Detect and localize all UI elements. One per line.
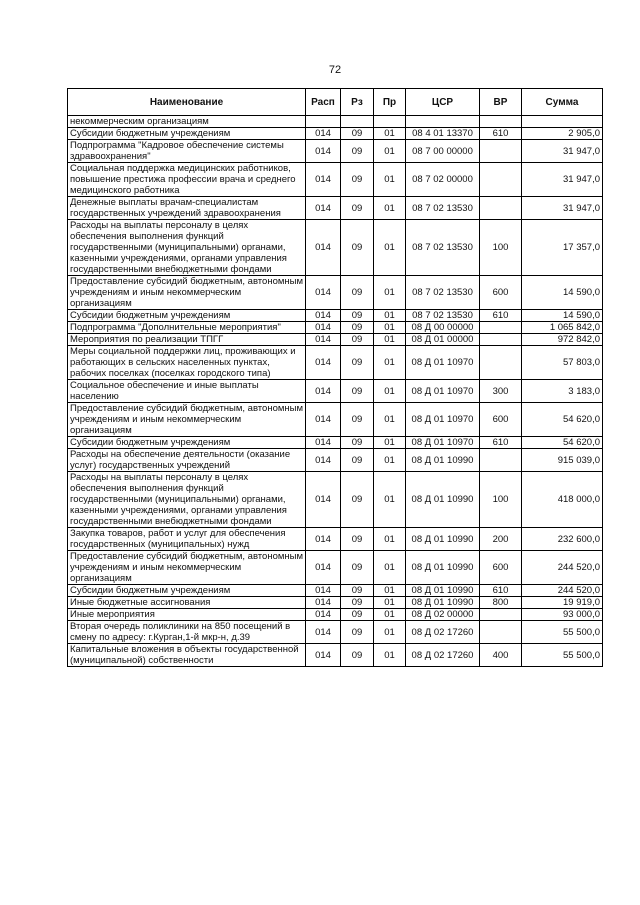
cell-vr: 800 xyxy=(480,597,522,609)
table-row xyxy=(68,163,603,197)
cell-vr: 610 xyxy=(480,585,522,597)
cell-pr: 01 xyxy=(374,449,406,472)
header-name: Наименование xyxy=(68,89,306,116)
table-row xyxy=(68,551,603,585)
cell-sum: 244 520,0 xyxy=(522,551,603,585)
cell-rz: 09 xyxy=(341,346,374,380)
cell-name: Закупка товаров, работ и услуг для обеспечения государственных (муниципальных) нужд xyxy=(68,528,306,551)
cell-rasp: 014 xyxy=(306,437,341,449)
cell-sum: 2 905,0 xyxy=(522,128,603,140)
table-row xyxy=(68,310,603,322)
cell-sum: 915 039,0 xyxy=(522,449,603,472)
cell-sum: 232 600,0 xyxy=(522,528,603,551)
table-row xyxy=(68,585,603,597)
cell-rasp: 014 xyxy=(306,403,341,437)
cell-name: Подпрограмма "Кадровое обеспечение системы здравоохранения" xyxy=(68,140,306,163)
cell-vr xyxy=(480,609,522,621)
cell-sum: 93 000,0 xyxy=(522,609,603,621)
cell-pr: 01 xyxy=(374,334,406,346)
cell-csr: 08 Д 01 10970 xyxy=(406,346,480,380)
cell-rasp: 014 xyxy=(306,380,341,403)
cell-csr: 08 Д 00 00000 xyxy=(406,322,480,334)
cell-rz: 09 xyxy=(341,128,374,140)
table-row xyxy=(68,140,603,163)
cell-vr xyxy=(480,163,522,197)
cell-name: некоммерческим организациям xyxy=(68,116,306,128)
cell-csr: 08 7 02 13530 xyxy=(406,197,480,220)
cell-name: Расходы на выплаты персоналу в целях обеспечения выполнения функций государственными (муниципальными) органами, казенными учреждениями, органами управления государственными внебюджетными фондами xyxy=(68,472,306,528)
table-header-row xyxy=(68,89,603,116)
cell-rz xyxy=(341,116,374,128)
cell-rz: 09 xyxy=(341,334,374,346)
cell-sum: 1 065 842,0 xyxy=(522,322,603,334)
cell-csr: 08 Д 01 10990 xyxy=(406,472,480,528)
table-row xyxy=(68,128,603,140)
cell-pr: 01 xyxy=(374,403,406,437)
cell-rasp: 014 xyxy=(306,644,341,667)
cell-vr xyxy=(480,116,522,128)
cell-sum: 31 947,0 xyxy=(522,163,603,197)
table-row xyxy=(68,346,603,380)
cell-name: Социальное обеспечение и иные выплаты населению xyxy=(68,380,306,403)
cell-rz: 09 xyxy=(341,644,374,667)
cell-sum: 31 947,0 xyxy=(522,197,603,220)
table-row xyxy=(68,621,603,644)
cell-csr: 08 Д 01 10990 xyxy=(406,551,480,585)
cell-vr: 200 xyxy=(480,528,522,551)
cell-vr: 100 xyxy=(480,220,522,276)
cell-pr: 01 xyxy=(374,472,406,528)
cell-csr: 08 Д 01 10990 xyxy=(406,597,480,609)
cell-csr: 08 Д 01 10990 xyxy=(406,528,480,551)
cell-vr: 610 xyxy=(480,310,522,322)
cell-name: Мероприятия по реализации ТПГГ xyxy=(68,334,306,346)
cell-pr: 01 xyxy=(374,310,406,322)
cell-name: Субсидии бюджетным учреждениям xyxy=(68,585,306,597)
header-rasp: Расп xyxy=(306,89,341,116)
cell-pr: 01 xyxy=(374,346,406,380)
cell-pr: 01 xyxy=(374,128,406,140)
cell-rasp: 014 xyxy=(306,346,341,380)
cell-rz: 09 xyxy=(341,449,374,472)
cell-pr: 01 xyxy=(374,597,406,609)
cell-rasp: 014 xyxy=(306,197,341,220)
header-pr: Пр xyxy=(374,89,406,116)
cell-pr: 01 xyxy=(374,437,406,449)
table-row xyxy=(68,597,603,609)
cell-rasp: 014 xyxy=(306,140,341,163)
cell-vr: 600 xyxy=(480,403,522,437)
cell-rasp: 014 xyxy=(306,551,341,585)
cell-pr: 01 xyxy=(374,609,406,621)
table-row xyxy=(68,449,603,472)
cell-rz: 09 xyxy=(341,551,374,585)
cell-sum: 19 919,0 xyxy=(522,597,603,609)
cell-rasp: 014 xyxy=(306,276,341,310)
cell-vr: 600 xyxy=(480,276,522,310)
cell-rasp: 014 xyxy=(306,310,341,322)
cell-name: Иные бюджетные ассигнования xyxy=(68,597,306,609)
cell-vr xyxy=(480,197,522,220)
header-sum: Сумма xyxy=(522,89,603,116)
cell-name: Денежные выплаты врачам-специалистам государственных учреждений здравоохранения xyxy=(68,197,306,220)
cell-sum: 244 520,0 xyxy=(522,585,603,597)
cell-vr: 600 xyxy=(480,551,522,585)
cell-sum: 972 842,0 xyxy=(522,334,603,346)
budget-table xyxy=(67,88,603,667)
cell-name: Расходы на обеспечение деятельности (оказание услуг) государственных учреждений xyxy=(68,449,306,472)
cell-csr: 08 7 02 13530 xyxy=(406,276,480,310)
header-csr: ЦСР xyxy=(406,89,480,116)
cell-pr xyxy=(374,116,406,128)
cell-name: Предоставление субсидий бюджетным, автономным учреждениям и иным некоммерческим организациям xyxy=(68,403,306,437)
cell-rasp: 014 xyxy=(306,322,341,334)
cell-vr xyxy=(480,322,522,334)
cell-sum: 55 500,0 xyxy=(522,621,603,644)
cell-pr: 01 xyxy=(374,380,406,403)
cell-name: Иные мероприятия xyxy=(68,609,306,621)
cell-csr: 08 Д 01 10970 xyxy=(406,403,480,437)
cell-csr: 08 Д 02 17260 xyxy=(406,621,480,644)
cell-csr: 08 Д 01 10990 xyxy=(406,449,480,472)
cell-rasp: 014 xyxy=(306,163,341,197)
cell-csr: 08 Д 01 00000 xyxy=(406,334,480,346)
cell-rz: 09 xyxy=(341,276,374,310)
table-row xyxy=(68,116,603,128)
cell-name: Вторая очередь поликлиники на 850 посещений в смену по адресу: г.Курган,1-й мкр-н, д.39 xyxy=(68,621,306,644)
cell-rz: 09 xyxy=(341,585,374,597)
cell-vr: 100 xyxy=(480,472,522,528)
cell-name: Предоставление субсидий бюджетным, автономным учреждениям и иным некоммерческим организациям xyxy=(68,551,306,585)
cell-sum: 55 500,0 xyxy=(522,644,603,667)
cell-pr: 01 xyxy=(374,528,406,551)
table-row xyxy=(68,528,603,551)
cell-name: Субсидии бюджетным учреждениям xyxy=(68,128,306,140)
cell-pr: 01 xyxy=(374,585,406,597)
cell-sum: 31 947,0 xyxy=(522,140,603,163)
cell-rasp: 014 xyxy=(306,585,341,597)
cell-rz: 09 xyxy=(341,220,374,276)
cell-vr xyxy=(480,621,522,644)
cell-rasp: 014 xyxy=(306,220,341,276)
table-row xyxy=(68,220,603,276)
cell-rasp: 014 xyxy=(306,128,341,140)
cell-sum: 14 590,0 xyxy=(522,310,603,322)
cell-sum: 17 357,0 xyxy=(522,220,603,276)
cell-sum: 3 183,0 xyxy=(522,380,603,403)
cell-rz: 09 xyxy=(341,621,374,644)
cell-rasp: 014 xyxy=(306,528,341,551)
cell-csr xyxy=(406,116,480,128)
cell-rz: 09 xyxy=(341,197,374,220)
cell-sum: 54 620,0 xyxy=(522,437,603,449)
cell-vr: 610 xyxy=(480,128,522,140)
cell-name: Меры социальной поддержки лиц, проживающих и работающих в сельских населенных пунктах, рабочих поселках (поселках городского типа) xyxy=(68,346,306,380)
cell-rz: 09 xyxy=(341,609,374,621)
cell-rasp xyxy=(306,116,341,128)
cell-vr xyxy=(480,346,522,380)
cell-vr: 610 xyxy=(480,437,522,449)
cell-csr: 08 4 01 13370 xyxy=(406,128,480,140)
cell-rz: 09 xyxy=(341,322,374,334)
cell-csr: 08 Д 02 17260 xyxy=(406,644,480,667)
table-row xyxy=(68,276,603,310)
cell-rz: 09 xyxy=(341,310,374,322)
table-row xyxy=(68,609,603,621)
cell-rasp: 014 xyxy=(306,597,341,609)
cell-name: Субсидии бюджетным учреждениям xyxy=(68,437,306,449)
cell-vr xyxy=(480,140,522,163)
cell-vr: 400 xyxy=(480,644,522,667)
cell-csr: 08 Д 01 10970 xyxy=(406,380,480,403)
cell-rz: 09 xyxy=(341,472,374,528)
cell-rz: 09 xyxy=(341,403,374,437)
cell-name: Капитальные вложения в объекты государственной (муниципальной) собственности xyxy=(68,644,306,667)
cell-csr: 08 Д 01 10990 xyxy=(406,585,480,597)
header-rz: Рз xyxy=(341,89,374,116)
cell-name: Субсидии бюджетным учреждениям xyxy=(68,310,306,322)
cell-name: Социальная поддержка медицинских работников, повышение престижа профессии врача и среднего медицинского работника xyxy=(68,163,306,197)
cell-pr: 01 xyxy=(374,140,406,163)
cell-name: Расходы на выплаты персоналу в целях обеспечения выполнения функций государственными (муниципальными) органами, казенными учреждениями, органами управления государственными внебюджетными фондами xyxy=(68,220,306,276)
header-vr: ВР xyxy=(480,89,522,116)
cell-csr: 08 7 02 00000 xyxy=(406,163,480,197)
cell-rz: 09 xyxy=(341,380,374,403)
cell-pr: 01 xyxy=(374,163,406,197)
table-row xyxy=(68,380,603,403)
page-number: 72 xyxy=(328,64,342,76)
table-body xyxy=(68,116,603,667)
cell-rz: 09 xyxy=(341,140,374,163)
table-row xyxy=(68,472,603,528)
cell-vr xyxy=(480,449,522,472)
cell-rz: 09 xyxy=(341,163,374,197)
cell-rz: 09 xyxy=(341,528,374,551)
cell-csr: 08 Д 02 00000 xyxy=(406,609,480,621)
table-row xyxy=(68,322,603,334)
table-row xyxy=(68,197,603,220)
cell-rasp: 014 xyxy=(306,472,341,528)
table-row xyxy=(68,437,603,449)
cell-sum xyxy=(522,116,603,128)
cell-pr: 01 xyxy=(374,197,406,220)
cell-pr: 01 xyxy=(374,276,406,310)
cell-csr: 08 7 00 00000 xyxy=(406,140,480,163)
cell-csr: 08 7 02 13530 xyxy=(406,220,480,276)
cell-pr: 01 xyxy=(374,621,406,644)
cell-vr: 300 xyxy=(480,380,522,403)
cell-csr: 08 Д 01 10970 xyxy=(406,437,480,449)
cell-name: Предоставление субсидий бюджетным, автономным учреждениям и иным некоммерческим организациям xyxy=(68,276,306,310)
table-row xyxy=(68,403,603,437)
cell-name: Подпрограмма "Дополнительные мероприятия" xyxy=(68,322,306,334)
cell-sum: 14 590,0 xyxy=(522,276,603,310)
cell-rasp: 014 xyxy=(306,334,341,346)
cell-csr: 08 7 02 13530 xyxy=(406,310,480,322)
cell-rz: 09 xyxy=(341,437,374,449)
cell-rz: 09 xyxy=(341,597,374,609)
cell-pr: 01 xyxy=(374,551,406,585)
cell-rasp: 014 xyxy=(306,449,341,472)
cell-rasp: 014 xyxy=(306,621,341,644)
cell-sum: 54 620,0 xyxy=(522,403,603,437)
table-row xyxy=(68,644,603,667)
cell-sum: 418 000,0 xyxy=(522,472,603,528)
cell-rasp: 014 xyxy=(306,609,341,621)
cell-pr: 01 xyxy=(374,644,406,667)
cell-pr: 01 xyxy=(374,220,406,276)
cell-vr xyxy=(480,334,522,346)
cell-sum: 57 803,0 xyxy=(522,346,603,380)
cell-pr: 01 xyxy=(374,322,406,334)
table-row xyxy=(68,334,603,346)
